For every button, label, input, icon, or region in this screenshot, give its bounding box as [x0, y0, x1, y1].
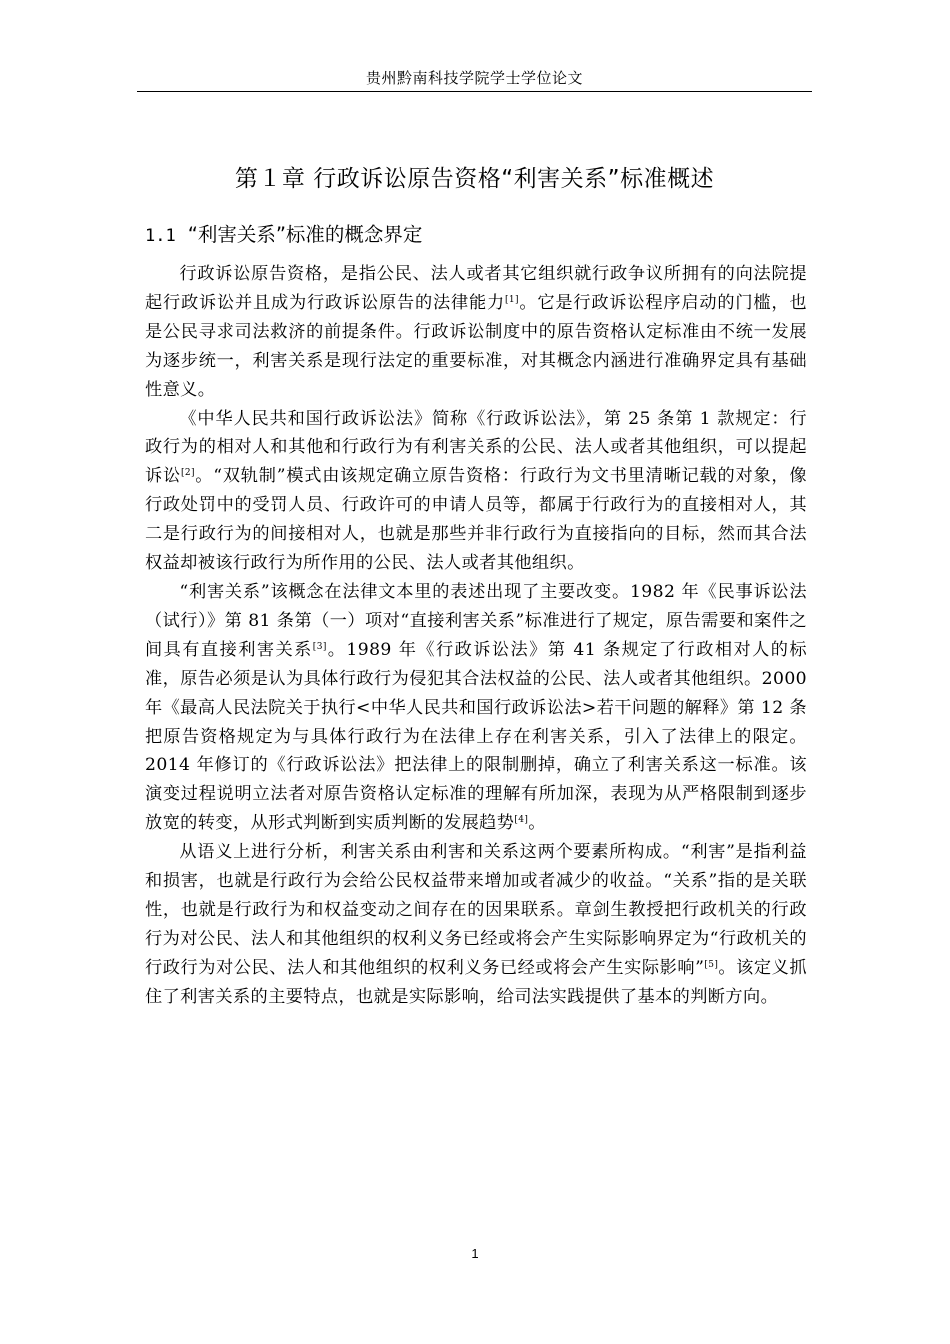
paragraph-text: 《中华人民共和国行政诉讼法》简称《行政诉讼法》，第 25 条第 1 款规定：行政行为的相对人和其他和行政行为有利害关系的公民、法人或者其他组织，可以提起诉讼: [145, 408, 807, 487]
chapter-title: 第１章 行政诉讼原告资格“利害关系”标准概述: [234, 166, 715, 193]
body-text: [145, 260, 807, 1012]
paragraph-text: 。1989 年《行政诉讼法》第 41 条规定了行政相对人的标准，原告必须是认为具体行政行为侵犯其合法权益的公民、法人或者其他组织。2000 年《最高人民法院关于执行<中华人民共和国行政诉讼法>若干问题的解释》第 12 条把原告资格规定为与具体行政行为在法律上存在利害关系，引入了法律上的限定。2014 年修订的《行政诉讼法》把法律上的限制删掉，确立了利害关系这一标准。该演变过程说明立法者对原告资格认定标准的理解有所加深，表现为从严格限制到逐步放宽的转变，从形式判断到实质判断的发展趋势: [145, 639, 807, 834]
paragraph-text: 。它是行政诉讼程序启动的门槛，也是公民寻求司法救济的前提条件。行政诉讼制度中的原告资格认定标准由不统一发展为逐步统一，利害关系是现行法定的重要标准，对其概念内涵进行准确界定具有基础性意义。: [145, 292, 807, 400]
paragraph-text: 。“双轨制”模式由该规定确立原告资格：行政行为文书里清晰记载的对象，像行政处罚中的受罚人员、行政许可的申请人员等，都属于行政行为的直接相对人，其二是行政行为的间接相对人，也就是那些并非行政行为直接指向的目标，然而其合法权益却被该行政行为所作用的公民、法人或者其他组织。: [145, 466, 807, 574]
header-rule: [137, 91, 812, 92]
paragraph-text: 。: [528, 813, 546, 834]
page-number: 1: [471, 1246, 479, 1261]
citation-4: [4]: [514, 815, 529, 826]
paragraph-3: [145, 578, 807, 838]
paragraph-1: [145, 260, 807, 405]
running-header: 贵州黔南科技学院学士学位论文: [365, 69, 583, 87]
paragraph-text: 从语义上进行分析，利害关系由利害和关系这两个要素所构成。“利害”是指利益和损害，也就是行政行为会给公民权益带来增加或者减少的收益。“关系”指的是关联性，也就是行政行为和权益变动之间存在的因果联系。章剑生教授把行政机关的行政行为对公民、法人和其他组织的权利义务已经或将会产生实际影响界定为“行政机关的行政行为对公民、法人和其他组织的权利义务已经或将会产生实际影响”: [145, 842, 807, 978]
section-title: “利害关系”标准的概念界定: [187, 223, 423, 246]
paragraph-4: [145, 838, 807, 1011]
paragraph-2: [145, 405, 807, 578]
section-heading: [145, 220, 422, 251]
citation-1: [1]: [505, 294, 519, 305]
citation-2: [2]: [180, 468, 195, 479]
citation-3: [3]: [312, 641, 327, 652]
paragraph-text: 。该定义抓住了利害关系的主要特点，也就是实际影响，给司法实践提供了基本的判断方向。: [145, 957, 807, 1007]
section-number: 1.1: [145, 226, 176, 246]
paragraph-text: “利害关系”该概念在法律文本里的表述出现了主要改变。1982 年《民事诉讼法（试行）》第 81 条第（一）项对“直接利害关系”标准进行了规定，原告需要和案件之间具有直接利害关系: [145, 581, 807, 660]
paragraph-text: 行政诉讼原告资格，是指公民、法人或者其它组织就行政争议所拥有的向法院提起行政诉讼并且成为行政诉讼原告的法律能力: [145, 264, 807, 313]
citation-5: [5]: [704, 959, 719, 970]
